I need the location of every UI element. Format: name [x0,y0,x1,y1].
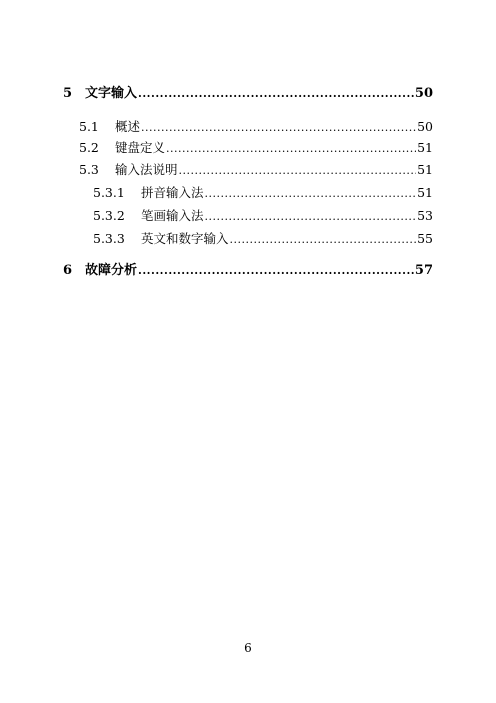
toc-entry-number: 5.3 [79,162,99,177]
toc-entry-section-5-1[interactable] [79,119,433,136]
dot-leader [179,163,417,179]
toc-entry-number: 6 [63,263,73,278]
toc-entry-section-5-3[interactable] [79,162,433,179]
toc-entry-page: 50 [414,86,433,101]
toc-entry-number: 5.2 [79,140,99,155]
toc-entry-chapter-5[interactable] [63,86,433,102]
toc-entry-page: 51 [417,140,433,155]
toc-entry-page: 50 [417,119,433,134]
toc-entry-page: 53 [417,208,433,223]
toc-entry-number: 5.3.3 [93,231,125,246]
toc-entry-section-5-3-1[interactable] [93,185,433,202]
toc-entry-title: 英文和数字输入 [141,231,229,246]
dot-leader [205,209,417,225]
toc-entry-page: 57 [414,263,433,278]
toc-entry-number: 5.3.1 [93,185,125,200]
toc-entry-title: 概述 [115,119,141,134]
toc-entry-number: 5.3.2 [93,208,125,223]
dot-leader [138,86,414,102]
dot-leader [230,232,417,248]
dot-leader [166,141,416,157]
page-number: 6 [244,641,252,655]
toc-entry-page: 51 [417,162,433,177]
toc-entry-title: 输入法说明 [115,162,178,177]
toc-entry-number: 5.1 [79,119,99,134]
toc-entry-section-5-3-3[interactable] [93,231,433,248]
toc-entry-title: 文字输入 [85,86,138,101]
toc-entry-title: 键盘定义 [115,140,166,155]
dot-leader [205,186,417,202]
toc-entry-page: 55 [417,231,433,246]
toc-entry-title: 故障分析 [85,263,138,278]
dot-leader [138,263,414,279]
toc-entry-section-5-2[interactable] [79,140,433,157]
toc-entry-title: 拼音输入法 [141,185,204,200]
toc-entry-page: 51 [417,185,433,200]
dot-leader [141,120,416,136]
toc-entry-section-5-3-2[interactable] [93,208,433,225]
toc-entry-chapter-6[interactable] [63,263,433,279]
toc-entry-number: 5 [63,86,73,101]
toc-entry-title: 笔画输入法 [141,208,204,223]
